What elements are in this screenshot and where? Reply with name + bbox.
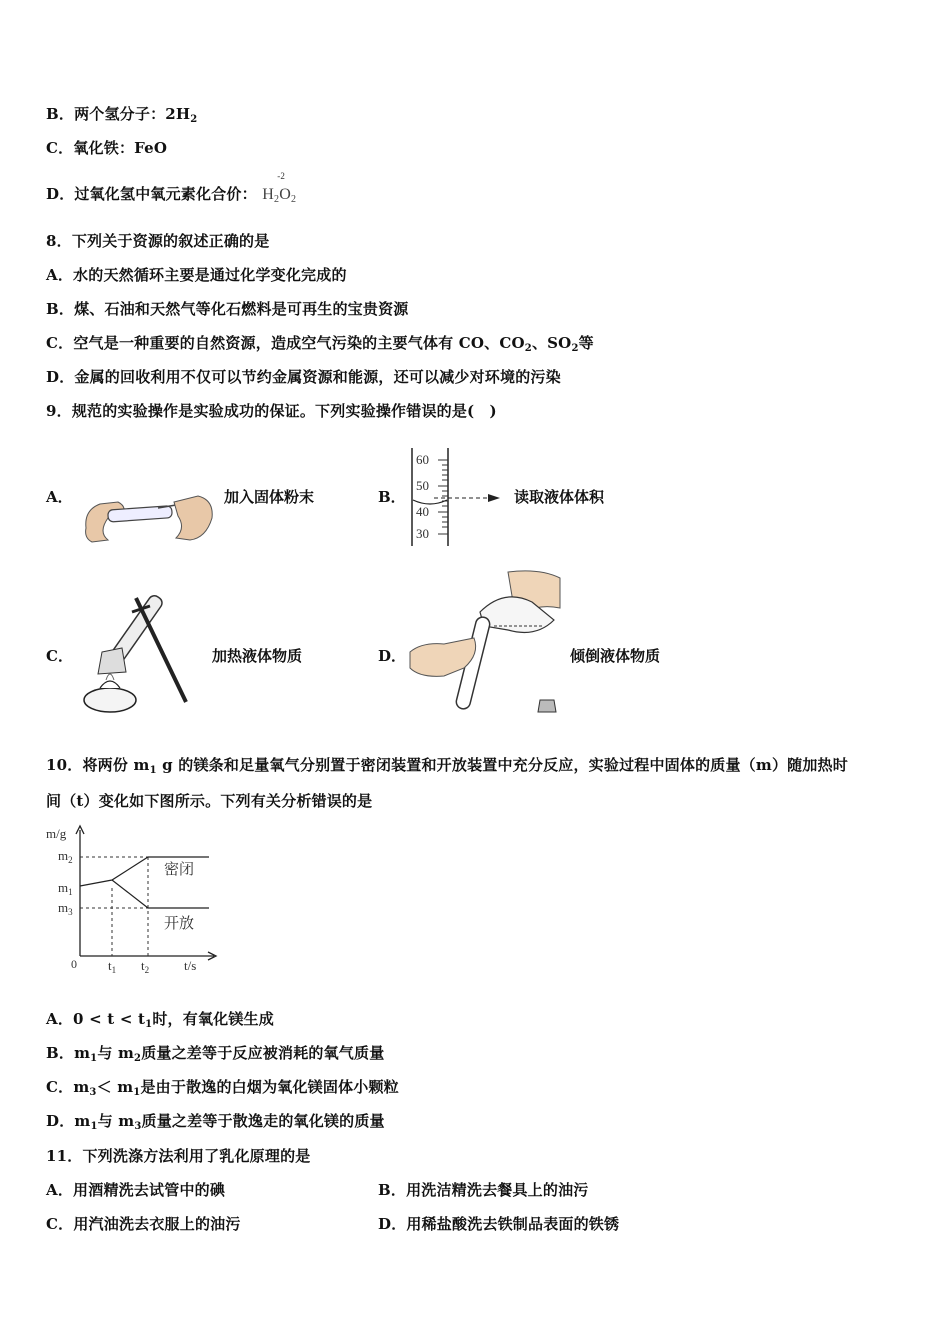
x-tick-t1: $t_1$	[108, 958, 117, 975]
mass-time-chart	[44, 822, 224, 977]
hydrogen-peroxide-formula: $H_2$ -2 $O_2$	[262, 171, 297, 205]
y-axis-label: m/g	[46, 826, 67, 841]
q7-option-d: D．过氧化氢中氧元素化合价： $H_2$ -2 $O_2$	[46, 171, 297, 205]
valence-mark: -2	[277, 171, 286, 181]
q10-option-a: A．$0 < t < t_1$时，有氧化镁生成	[46, 1010, 274, 1030]
x-axis-label: t/s	[184, 958, 197, 973]
graduated-cylinder-illustration	[404, 446, 514, 550]
q11-stem: 11．下列洗涤方法利用了乳化原理的是	[46, 1147, 311, 1165]
tick-30: 30	[416, 526, 429, 541]
q10-option-b: B．$m_1$与 $m_2$质量之差等于反应被消耗的氧气质量	[46, 1044, 385, 1064]
eye-icon	[488, 494, 500, 502]
q8-option-b: B．煤、石油和天然气等化石燃料是可再生的宝贵资源	[46, 300, 409, 318]
q9-option-d-label: D．	[378, 647, 407, 665]
q9-option-d-caption: 倾倒液体物质	[570, 647, 661, 665]
closed-series-label: 密闭	[164, 862, 195, 878]
tick-40: 40	[416, 504, 429, 519]
q9-option-c-label: C．	[46, 647, 73, 665]
y-tick-m1: $m_1$	[58, 880, 73, 897]
q10-option-d: D．$m_1$与 $m_3$质量之差等于散逸走的氧化镁的质量	[46, 1112, 385, 1132]
open-series-line	[112, 880, 209, 908]
origin-label: 0	[71, 957, 77, 971]
pouring-liquid-illustration	[404, 568, 566, 718]
q8-stem: 8．下列关于资源的叙述正确的是	[46, 232, 270, 250]
q11-option-b: B．用洗洁精洗去餐具上的油污	[378, 1181, 589, 1199]
q10-stem-line2: 间（t）变化如下图所示。下列有关分析错误的是	[46, 792, 373, 810]
q11-option-a: A．用酒精洗去试管中的碘	[46, 1181, 226, 1199]
q9-option-a-label: A．	[46, 488, 73, 506]
q11-option-d: D．用稀盐酸洗去铁制品表面的铁锈	[378, 1215, 620, 1233]
q9-option-b-label: B．	[378, 488, 406, 506]
y-tick-m3: $m_3$	[58, 900, 73, 917]
tick-50: 50	[416, 478, 429, 493]
q9-stem: 9．规范的实验操作是实验成功的保证。下列实验操作错误的是( )	[46, 402, 497, 420]
q7-option-b: B．两个氢分子：$2H_2$	[46, 105, 198, 125]
heating-liquid-illustration	[76, 588, 206, 720]
q10-stem-line1: 10．将两份 $m_1$ g 的镁条和足量氧气分别置于密闭装置和开放装置中充分反应，实验过程中固体的质量（m）随加热时	[46, 756, 848, 776]
x-tick-t2: $t_2$	[141, 958, 150, 975]
tick-60: 60	[416, 452, 429, 467]
q8-option-c: C．空气是一种重要的自然资源，造成空气污染的主要气体有 CO、$CO_2$、$SO_2$等	[46, 334, 594, 354]
q8-option-a: A．水的天然循环主要是通过化学变化完成的	[46, 266, 347, 284]
y-tick-m2: $m_2$	[58, 848, 73, 865]
open-series-label: 开放	[164, 916, 195, 932]
q9-option-b-caption: 读取液体体积	[514, 488, 605, 506]
q11-option-c: C．用汽油洗去衣服上的油污	[46, 1215, 241, 1233]
hands-test-tube-illustration	[78, 488, 220, 548]
q8-option-d: D．金属的回收利用不仅可以节约金属资源和能源，还可以减少对环境的污染	[46, 368, 561, 386]
q9-option-c-caption: 加热液体物质	[212, 647, 303, 665]
q7-option-c: C．氧化铁：FeO	[46, 139, 168, 157]
q9-option-a-caption: 加入固体粉末	[224, 488, 315, 506]
q10-option-c: C．$m_3< m_1$是由于散逸的白烟为氧化镁固体小颗粒	[46, 1078, 399, 1098]
